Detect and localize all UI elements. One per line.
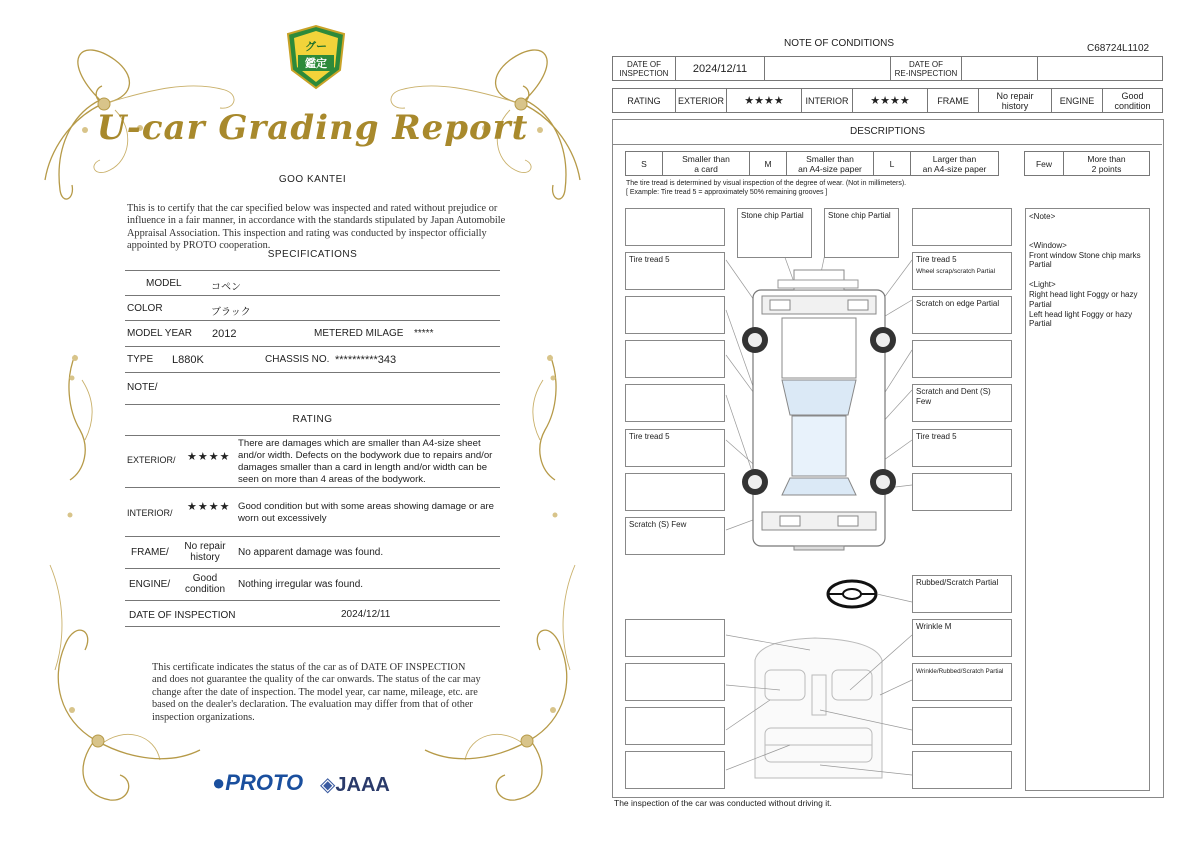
wrinkle-text: Wrinkle M <box>916 622 952 631</box>
steering-wheel-icon <box>828 581 912 607</box>
certification-intro: This is to certify that the car specified below was inspected and rated without prejudice or influence in a fair manner, in accordance with the standards stipulated by Japan Automobile Appraisal Association. This inspection and rating was conducted by inspector officially appointed by PROTO cooperation. <box>127 203 506 252</box>
reinspection-label <box>891 57 962 81</box>
legend-m-desc-line2: an A4-size paper <box>798 163 862 174</box>
specifications-heading: SPECIFICATIONS <box>267 249 358 260</box>
jaaa-logo <box>320 772 390 797</box>
callout-box-empty <box>625 473 725 511</box>
callout-box-empty <box>625 663 725 701</box>
note-label: NOTE/ <box>127 382 158 393</box>
rating-summary-table <box>612 88 1163 113</box>
engine-value-line2: condition <box>1114 100 1151 111</box>
callout-tire-front-right <box>912 252 1012 290</box>
tire-front-right-text: Tire tread 5 <box>916 255 957 264</box>
jaaa-logo-text: JAAA <box>335 774 390 796</box>
callout-stone-chip-2 <box>824 208 899 258</box>
color-label: COLOR <box>127 303 163 314</box>
engine-value <box>1103 89 1163 113</box>
damage-count-legend <box>1024 151 1150 176</box>
frame-value-line2: history <box>1001 100 1029 111</box>
car-interior-diagram <box>755 638 882 778</box>
legend-s: S <box>626 152 663 176</box>
inspection-dates-table <box>612 56 1163 81</box>
callout-box-empty <box>912 208 1012 246</box>
model-label: MODEL <box>146 278 182 289</box>
jaaa-mark-icon: ◈ <box>320 774 336 796</box>
wheel-front-left <box>742 327 768 353</box>
report-subtitle: GOO KANTEI <box>278 174 347 185</box>
proto-logo <box>212 770 303 796</box>
callout-scratch-dent <box>912 384 1012 422</box>
legend-l-desc <box>911 152 999 176</box>
reinspection-label-line2: RE-INSPECTION <box>894 68 958 78</box>
light-note-right: Right head light Foggy or hazy Partial <box>1029 289 1138 309</box>
callout-tire-rear-left <box>625 429 725 467</box>
notes-heading: <Note> <box>1029 212 1056 221</box>
date-inspection-label-line2: INSPECTION <box>619 68 669 78</box>
legend-m-desc-line1: Smaller than <box>806 153 854 164</box>
badge-bottom-text: 鑑定 <box>298 55 334 71</box>
proto-mark-icon: ● <box>212 770 226 795</box>
callout-box-empty <box>625 751 725 789</box>
rubbed-text: Rubbed/Scratch Partial <box>916 578 999 587</box>
frame-label: FRAME <box>928 89 979 113</box>
light-heading: <Light> <box>1029 280 1056 290</box>
model-value: コペン <box>211 282 241 293</box>
engine-value-line2: condition <box>184 584 226 595</box>
wheel-scrap-text: Wheel scrap/scratch Partial <box>916 268 996 275</box>
note-row <box>125 373 500 405</box>
frame-value-line2: history <box>190 552 220 563</box>
legend-few-desc-line2: 2 points <box>1091 163 1122 174</box>
interior-label: INTERIOR <box>802 89 853 113</box>
callout-box-empty <box>912 751 1012 789</box>
grading-certificate <box>40 20 585 828</box>
model-year-value: 2012 <box>212 328 237 340</box>
tire-rear-right-text: Tire tread 5 <box>916 432 957 441</box>
color-row <box>125 296 500 321</box>
wheel-front-right <box>870 327 896 353</box>
callout-tire-rear-right <box>912 429 1012 467</box>
color-value: ブラック <box>211 307 251 318</box>
chassis-value: **********343 <box>335 354 397 366</box>
callout-box-empty <box>625 208 725 246</box>
scratch-few-text: Scratch (S) Few <box>629 520 687 529</box>
light-note-left: Left head light Foggy or hazy Partial <box>1029 309 1133 329</box>
mileage-label: METERED MILAGE <box>314 328 404 339</box>
exterior-label: EXTERIOR/ <box>127 455 176 465</box>
certificate-footnote: This certificate indicates the status of the car as of DATE OF INSPECTION and does not guarantee the quality of the car onwards. The status of the car may change after the date of inspection. The model year, car name, mileage, etc. are based on the dealer's declaration. The evaluation may differ from that of other inspection organizations. <box>152 662 481 723</box>
callout-box-empty <box>912 473 1012 511</box>
inspection-footer-note: The inspection of the car was conducted without driving it. <box>614 798 832 808</box>
engine-value-line1: Good <box>192 573 218 584</box>
model-year-label: MODEL YEAR <box>127 328 193 339</box>
legend-l-desc-line2: an A4-size paper <box>922 163 987 174</box>
callout-box-empty <box>912 707 1012 745</box>
legend-few-desc <box>1064 152 1150 176</box>
frame-label: FRAME/ <box>131 547 169 558</box>
callout-wrinkle <box>912 619 1012 657</box>
date-value: 2024/12/11 <box>341 609 391 620</box>
empty-cell <box>1038 57 1163 81</box>
callout-tire-front-left <box>625 252 725 290</box>
exterior-stars: ★★★★ <box>727 89 802 113</box>
legend-few: Few <box>1025 152 1064 176</box>
wheel-rear-right <box>870 469 896 495</box>
engine-value <box>177 573 233 595</box>
frame-value <box>979 89 1052 113</box>
legend-m-desc <box>787 152 874 176</box>
window-note: Front window Stone chip marks Partial <box>1029 250 1141 270</box>
tire-rear-left-text: Tire tread 5 <box>629 432 670 441</box>
proto-logo-text: PROTO <box>225 770 304 795</box>
legend-l-desc-line1: Larger than <box>932 153 977 164</box>
callout-scratch-edge <box>912 296 1012 334</box>
engine-value-line1: Good <box>1121 90 1144 101</box>
frame-value-line1: No repair <box>184 541 226 552</box>
engine-label: ENGINE/ <box>129 579 171 590</box>
callout-rubbed <box>912 575 1012 613</box>
legend-m: M <box>750 152 787 176</box>
reinspection-value <box>962 57 1038 81</box>
date-inspection-label-line1: DATE OF <box>626 59 662 69</box>
interior-rating-row <box>125 488 500 537</box>
date-label: DATE OF INSPECTION <box>129 610 236 621</box>
date-inspection-value: 2024/12/11 <box>676 57 765 81</box>
type-label: TYPE <box>127 354 154 365</box>
exterior-label: EXTERIOR <box>676 89 727 113</box>
rating-label: RATING <box>613 89 676 113</box>
model-row <box>125 270 500 296</box>
callout-box-empty <box>625 340 725 378</box>
legend-few-desc-line1: More than <box>1087 153 1126 164</box>
exterior-stars: ★★★★ <box>187 451 231 463</box>
chassis-label: CHASSIS NO. <box>265 354 330 365</box>
interior-stars: ★★★★ <box>187 501 231 513</box>
tread-note-line2: [ Example: Tire tread 5 = approximately 50% remaining grooves ] <box>626 189 828 196</box>
window-heading: <Window> <box>1029 240 1067 250</box>
engine-description: Nothing irregular was found. <box>238 579 364 590</box>
callout-box-empty <box>625 619 725 657</box>
model-year-row <box>125 321 500 347</box>
note-title: NOTE OF CONDITIONS <box>784 38 894 49</box>
reinspection-label-line1: DATE OF <box>908 59 944 69</box>
type-row <box>125 347 500 373</box>
stone-chip-1-text: Stone chip Partial <box>741 211 804 220</box>
callout-scratch-few <box>625 517 725 555</box>
damage-size-legend <box>625 151 999 176</box>
engine-label: ENGINE <box>1052 89 1103 113</box>
callout-wrinkle-rubbed <box>912 663 1012 701</box>
goo-kantei-badge <box>290 38 342 71</box>
tire-front-left-text: Tire tread 5 <box>629 255 670 264</box>
callout-stone-chip-1 <box>737 208 812 258</box>
legend-s-desc-line2: a card <box>694 163 718 174</box>
tread-note-line1: The tire tread is determined by visual inspection of the degree of wear. (Not in millimeters). <box>626 180 907 187</box>
stone-chip-2-text: Stone chip Partial <box>828 211 891 220</box>
legend-s-desc-line1: Smaller than <box>682 153 730 164</box>
date-of-inspection-row <box>125 601 500 627</box>
mileage-value: ***** <box>414 328 434 339</box>
wrinkle-rubbed-text: Wrinkle/Rubbed/Scratch Partial <box>916 668 1004 675</box>
scratch-dent-text: Scratch and Dent (S) Few <box>916 387 991 406</box>
wheel-rear-left <box>742 469 768 495</box>
interior-label: INTERIOR/ <box>127 508 173 518</box>
descriptions-heading: DESCRIPTIONS <box>849 126 925 137</box>
exterior-rating-row <box>125 435 500 488</box>
interior-stars: ★★★★ <box>853 89 928 113</box>
frame-value-line1: No repair <box>996 90 1034 101</box>
date-inspection-label <box>613 57 676 81</box>
legend-l: L <box>874 152 911 176</box>
rating-heading: RATING <box>292 414 333 425</box>
legend-s-desc <box>663 152 750 176</box>
engine-rating-row <box>125 569 500 601</box>
badge-top-text: グー <box>305 41 327 53</box>
type-value: L880K <box>172 354 204 366</box>
frame-value <box>177 541 233 563</box>
scratch-edge-text: Scratch on edge Partial <box>916 299 1000 308</box>
empty-cell <box>765 57 891 81</box>
callout-box-empty <box>625 707 725 745</box>
frame-description: No apparent damage was found. <box>238 547 384 558</box>
notes-panel <box>1025 208 1150 791</box>
interior-description: Good condition but with some areas showing damage or are worn out excessively <box>238 501 494 524</box>
callout-box-empty <box>912 340 1012 378</box>
callout-box-empty <box>625 384 725 422</box>
report-title: U-car Grading Report <box>96 108 529 148</box>
callout-box-empty <box>625 296 725 334</box>
frame-rating-row <box>125 537 500 569</box>
note-code: C68724L1102 <box>1087 43 1150 54</box>
exterior-description: There are damages which are smaller than A4-size sheet and/or width. Defects on the bodywork due to repairs and/or damages smaller than a card in length and/or width can be seen on more than 4 areas of the bodywork. <box>238 438 493 485</box>
